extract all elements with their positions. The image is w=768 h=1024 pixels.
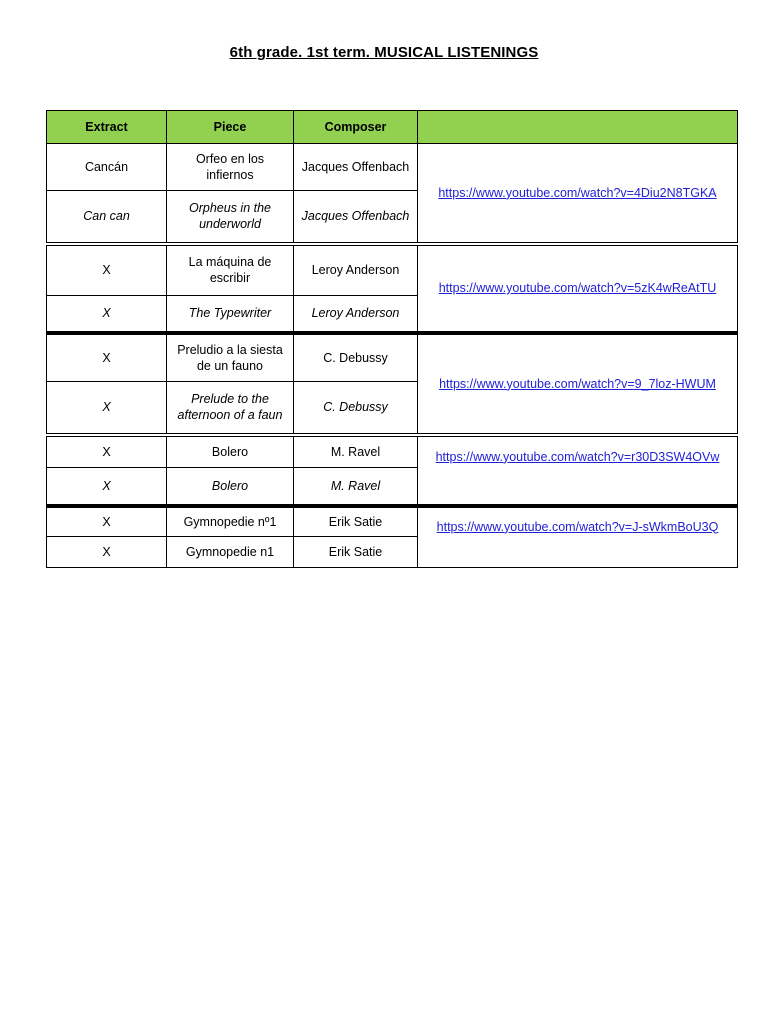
piece-cell: Preludio a la siesta de un fauno [167, 333, 294, 382]
extract-cell: X [47, 506, 167, 537]
extract-cell: X [47, 333, 167, 382]
listenings-table [46, 110, 738, 568]
table-row [47, 244, 738, 296]
youtube-link[interactable]: https://www.youtube.com/watch?v=4Diu2N8TGKA [418, 144, 738, 244]
composer-cell: C. Debussy [294, 333, 418, 382]
composer-cell: M. Ravel [294, 468, 418, 506]
table-row [47, 506, 738, 537]
youtube-link[interactable]: https://www.youtube.com/watch?v=9_7loz-HWUM [418, 333, 738, 435]
extract-cell: X [47, 468, 167, 506]
table-row [47, 333, 738, 382]
header-composer: Composer [294, 111, 418, 144]
composer-cell: Leroy Anderson [294, 296, 418, 333]
piece-cell: Gymnopedie nº1 [167, 506, 294, 537]
extract-cell: X [47, 537, 167, 568]
header-link [418, 111, 738, 144]
piece-cell: Gymnopedie n1 [167, 537, 294, 568]
composer-cell: Leroy Anderson [294, 244, 418, 296]
composer-cell: M. Ravel [294, 435, 418, 468]
youtube-link[interactable]: https://www.youtube.com/watch?v=5zK4wReAtTU [418, 244, 738, 333]
composer-cell: C. Debussy [294, 382, 418, 435]
table-header-row [47, 111, 738, 144]
youtube-link[interactable]: https://www.youtube.com/watch?v=r30D3SW4OVw [418, 435, 738, 506]
extract-cell: X [47, 382, 167, 435]
header-extract: Extract [47, 111, 167, 144]
header-piece: Piece [167, 111, 294, 144]
piece-cell: La máquina de escribir [167, 244, 294, 296]
page-title: 6th grade. 1st term. MUSICAL LISTENINGS [229, 44, 539, 61]
youtube-link[interactable]: https://www.youtube.com/watch?v=J-sWkmBoU3Q [418, 506, 738, 568]
piece-cell: Bolero [167, 468, 294, 506]
piece-cell: The Typewriter [167, 296, 294, 333]
composer-cell: Erik Satie [294, 506, 418, 537]
composer-cell: Jacques Offenbach [294, 144, 418, 191]
extract-cell: X [47, 244, 167, 296]
piece-cell: Bolero [167, 435, 294, 468]
piece-cell: Orfeo en los infiernos [167, 144, 294, 191]
extract-cell: Can can [47, 191, 167, 244]
extract-cell: X [47, 435, 167, 468]
extract-cell: Cancán [47, 144, 167, 191]
table-row [47, 144, 738, 191]
table-row [47, 435, 738, 468]
piece-cell: Orpheus in the underworld [167, 191, 294, 244]
composer-cell: Jacques Offenbach [294, 191, 418, 244]
composer-cell: Erik Satie [294, 537, 418, 568]
extract-cell: X [47, 296, 167, 333]
piece-cell: Prelude to the afternoon of a faun [167, 382, 294, 435]
